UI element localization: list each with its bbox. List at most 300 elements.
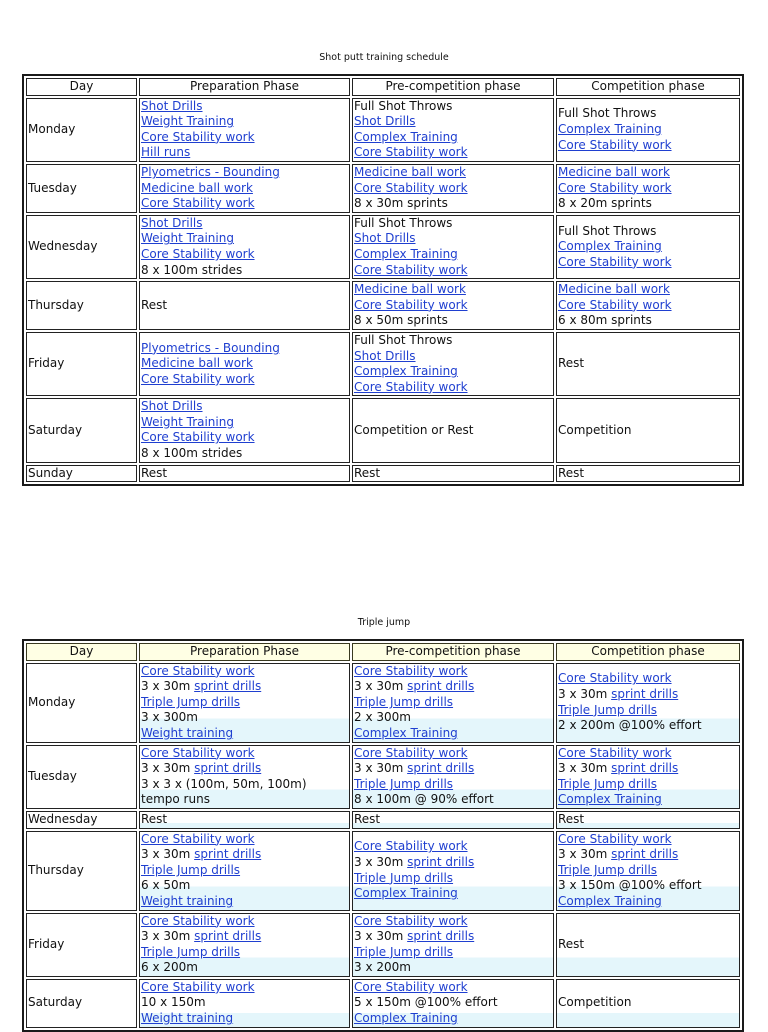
schedule-cell	[139, 979, 350, 1028]
sprint-drills-link[interactable]: sprint drills	[407, 854, 475, 869]
cell-text: 2 x 300m	[354, 710, 411, 725]
core-stability-work-link[interactable]: Core Stability work	[141, 663, 255, 678]
cell-line	[558, 863, 738, 879]
row-saturday	[26, 398, 740, 462]
day-cell: Wednesday	[26, 215, 137, 279]
cell-line	[354, 761, 552, 777]
day-cell: Friday	[26, 913, 137, 977]
cell-line	[558, 746, 738, 762]
row-tuesday	[26, 164, 740, 213]
cell-text: 3 x 30m	[558, 761, 612, 776]
cell-line	[141, 878, 348, 894]
cell-text: Rest	[558, 356, 585, 371]
cell-text: 3 x 30m	[558, 847, 612, 862]
cell-text: 3 x 30m	[141, 847, 195, 862]
cell-line	[354, 839, 552, 855]
schedule-cell	[139, 465, 350, 483]
schedule-cell	[139, 831, 350, 911]
cell-line	[141, 664, 348, 680]
cell-line	[141, 863, 348, 879]
cell-line	[354, 364, 552, 380]
cell-text: Rest	[141, 811, 168, 826]
core-stability-work-link[interactable]: Core Stability work	[558, 831, 672, 846]
header-day: Day	[26, 643, 137, 661]
schedule-cell	[556, 663, 740, 743]
cell-text: Full Shot Throws	[354, 98, 453, 113]
cell-text: 6 x 80m sprints	[558, 313, 652, 328]
day-cell: Sunday	[26, 465, 137, 483]
cell-line	[354, 349, 552, 365]
medicine-ball-work-link[interactable]: Medicine ball work	[354, 164, 466, 179]
cell-line	[141, 430, 348, 446]
complex-training-link[interactable]: Complex Training	[354, 364, 458, 379]
cell-text: Competition or Rest	[354, 422, 474, 437]
schedule-cell	[352, 811, 554, 829]
cell-line	[558, 878, 738, 894]
cell-line	[354, 792, 552, 808]
schedule-cell	[352, 215, 554, 279]
cell-line	[558, 937, 738, 953]
cell-text: Rest	[354, 465, 381, 480]
cell-line	[354, 423, 552, 439]
schedule-cell	[352, 979, 554, 1028]
schedule-cell	[139, 215, 350, 279]
cell-line	[354, 263, 552, 279]
core-stability-work-link[interactable]: Core Stability work	[558, 745, 672, 760]
cell-line	[558, 181, 738, 197]
cell-line	[354, 1011, 552, 1027]
header-pre-competition: Pre-competition phase	[352, 643, 554, 661]
cell-line	[558, 761, 738, 777]
cell-line	[141, 812, 348, 828]
cell-line	[141, 695, 348, 711]
cell-text: 3 x 30m	[141, 761, 195, 776]
day-cell: Thursday	[26, 281, 137, 330]
complex-training-link[interactable]: Complex Training	[354, 1011, 458, 1026]
cell-line	[354, 114, 552, 130]
core-stability-work-link[interactable]: Core Stability work	[558, 254, 672, 269]
cell-line	[558, 106, 738, 122]
cell-text: 3 x 3 x (100m, 50m, 100m)	[141, 776, 307, 791]
cell-line	[558, 894, 738, 910]
triple-jump-drills-link[interactable]: Triple Jump drills	[558, 776, 658, 791]
cell-line	[141, 341, 348, 357]
cell-line	[141, 1011, 348, 1027]
cell-line	[558, 138, 738, 154]
cell-line	[354, 380, 552, 396]
cell-line	[354, 231, 552, 247]
cell-text: 3 x 30m	[354, 679, 408, 694]
row-wednesday	[26, 215, 740, 279]
header-preparation: Preparation Phase	[139, 643, 350, 661]
weight-training-link[interactable]: Weight Training	[141, 231, 234, 246]
schedule-cell	[139, 811, 350, 829]
row-thursday	[26, 281, 740, 330]
header-row	[26, 78, 740, 96]
day-cell: Saturday	[26, 979, 137, 1028]
cell-line	[354, 871, 552, 887]
caption-triple-jump: Triple jump	[357, 617, 411, 628]
cell-line	[141, 792, 348, 808]
cell-line	[354, 695, 552, 711]
triple-jump-body	[26, 663, 740, 1028]
cell-line	[558, 812, 738, 828]
sprint-drills-link[interactable]: sprint drills	[407, 929, 475, 944]
shot-drills-link[interactable]: Shot Drills	[141, 399, 203, 414]
cell-text: 8 x 50m sprints	[354, 313, 448, 328]
cell-text: Rest	[354, 811, 381, 826]
shot-drills-link[interactable]: Shot Drills	[141, 215, 203, 230]
complex-training-link[interactable]: Complex Training	[354, 246, 458, 261]
schedule-cell	[352, 332, 554, 396]
cell-line	[354, 298, 552, 314]
schedule-cell	[556, 398, 740, 462]
cell-text: 3 x 30m	[141, 679, 195, 694]
cell-line	[141, 894, 348, 910]
row-thursday	[26, 831, 740, 911]
plyometrics-bounding-link[interactable]: Plyometrics - Bounding	[141, 164, 280, 179]
day-cell: Saturday	[26, 398, 137, 462]
medicine-ball-work-link[interactable]: Medicine ball work	[141, 180, 253, 195]
day-cell: Wednesday	[26, 811, 137, 829]
core-stability-work-link[interactable]: Core Stability work	[354, 745, 468, 760]
cell-line	[141, 995, 348, 1011]
cell-text: Competition	[558, 422, 632, 437]
schedule-cell	[352, 465, 554, 483]
cell-line	[141, 446, 348, 462]
cell-text: 3 x 30m	[354, 929, 408, 944]
core-stability-work-link[interactable]: Core Stability work	[354, 379, 468, 394]
cell-line	[141, 710, 348, 726]
core-stability-work-link[interactable]: Core Stability work	[141, 246, 255, 261]
complex-training-link[interactable]: Complex Training	[558, 239, 662, 254]
cell-text: 8 x 30m sprints	[354, 196, 448, 211]
triple-jump-drills-link[interactable]: Triple Jump drills	[141, 862, 241, 877]
cell-line	[141, 914, 348, 930]
cell-line	[141, 356, 348, 372]
cell-line	[558, 423, 738, 439]
core-stability-work-link[interactable]: Core Stability work	[354, 180, 468, 195]
cell-text: 10 x 150m	[141, 995, 206, 1010]
sprint-drills-link[interactable]: sprint drills	[611, 847, 679, 862]
cell-line	[354, 130, 552, 146]
schedule-cell	[139, 164, 350, 213]
schedule-cell	[139, 745, 350, 809]
cell-text: tempo runs	[141, 792, 210, 807]
cell-line	[354, 914, 552, 930]
cell-line	[354, 145, 552, 161]
schedule-cell	[556, 281, 740, 330]
sprint-drills-link[interactable]: sprint drills	[611, 761, 679, 776]
caption-shot-putt: Shot putt training schedule	[319, 52, 449, 63]
shot-drills-link[interactable]: Shot Drills	[354, 348, 416, 363]
cell-line	[141, 980, 348, 996]
core-stability-work-link[interactable]: Core Stability work	[141, 371, 255, 386]
cell-line	[354, 216, 552, 232]
complex-training-link[interactable]: Complex Training	[558, 121, 662, 136]
header-preparation: Preparation Phase	[139, 78, 350, 96]
medicine-ball-work-link[interactable]: Medicine ball work	[558, 164, 670, 179]
cell-line	[354, 995, 552, 1011]
weight-training-link[interactable]: Weight training	[141, 725, 234, 740]
schedule-cell	[352, 831, 554, 911]
schedule-cell	[556, 979, 740, 1028]
plyometrics-bounding-link[interactable]: Plyometrics - Bounding	[141, 340, 280, 355]
core-stability-work-link[interactable]: Core Stability work	[558, 671, 672, 686]
cell-line	[354, 664, 552, 680]
cell-line	[354, 679, 552, 695]
cell-line	[558, 239, 738, 255]
cell-line	[141, 99, 348, 115]
cell-text: Competition	[558, 995, 632, 1010]
complex-training-link[interactable]: Complex Training	[354, 725, 458, 740]
triple-jump-drills-link[interactable]: Triple Jump drills	[354, 776, 454, 791]
sprint-drills-link[interactable]: sprint drills	[407, 761, 475, 776]
core-stability-work-link[interactable]: Core Stability work	[558, 180, 672, 195]
cell-line	[141, 165, 348, 181]
cell-text: Rest	[141, 465, 168, 480]
schedule-cell	[556, 98, 740, 162]
cell-line	[141, 761, 348, 777]
shot-putt-body	[26, 98, 740, 483]
cell-line	[558, 777, 738, 793]
schedule-cell	[352, 913, 554, 977]
triple-jump-table	[22, 639, 744, 1032]
triple-jump-drills-link[interactable]: Triple Jump drills	[354, 870, 454, 885]
cell-line	[354, 165, 552, 181]
day-cell: Friday	[26, 332, 137, 396]
cell-line	[141, 216, 348, 232]
cell-text: 8 x 20m sprints	[558, 196, 652, 211]
schedule-cell	[139, 663, 350, 743]
schedule-cell	[139, 913, 350, 977]
row-monday	[26, 98, 740, 162]
cell-line	[141, 145, 348, 161]
cell-line	[354, 247, 552, 263]
cell-line	[354, 466, 552, 482]
cell-line	[141, 929, 348, 945]
cell-line	[141, 679, 348, 695]
core-stability-work-link[interactable]: Core Stability work	[141, 831, 255, 846]
cell-line	[141, 415, 348, 431]
cell-line	[558, 356, 738, 372]
weight-training-link[interactable]: Weight Training	[141, 114, 234, 129]
schedule-cell	[352, 663, 554, 743]
cell-line	[141, 777, 348, 793]
core-stability-work-link[interactable]: Core Stability work	[354, 839, 468, 854]
cell-line	[141, 130, 348, 146]
schedule-cell	[139, 98, 350, 162]
complex-training-link[interactable]: Complex Training	[354, 129, 458, 144]
row-friday	[26, 913, 740, 977]
weight-training-link[interactable]: Weight Training	[141, 414, 234, 429]
cell-line	[141, 247, 348, 263]
triple-jump-drills-link[interactable]: Triple Jump drills	[558, 862, 658, 877]
cell-line	[558, 282, 738, 298]
triple-jump-drills-link[interactable]: Triple Jump drills	[141, 944, 241, 959]
schedule-cell	[556, 831, 740, 911]
cell-line	[558, 466, 738, 482]
cell-text: 3 x 150m @100% effort	[558, 878, 702, 893]
cell-text: Rest	[558, 465, 585, 480]
core-stability-work-link[interactable]: Core Stability work	[141, 979, 255, 994]
cell-line	[558, 298, 738, 314]
core-stability-work-link[interactable]: Core Stability work	[354, 913, 468, 928]
triple-jump-drills-link[interactable]: Triple Jump drills	[141, 694, 241, 709]
cell-line	[141, 726, 348, 742]
cell-line	[354, 333, 552, 349]
sprint-drills-link[interactable]: sprint drills	[194, 761, 262, 776]
cell-line	[354, 980, 552, 996]
schedule-cell	[556, 215, 740, 279]
cell-line	[141, 372, 348, 388]
schedule-cell	[556, 164, 740, 213]
triple-jump-drills-link[interactable]: Triple Jump drills	[558, 702, 658, 717]
hill-runs-link[interactable]: Hill runs	[141, 145, 191, 160]
cell-text: 6 x 200m	[141, 960, 198, 975]
cell-line	[141, 960, 348, 976]
cell-line	[354, 282, 552, 298]
cell-line	[558, 671, 738, 687]
cell-line	[141, 231, 348, 247]
cell-line	[558, 255, 738, 271]
cell-line	[354, 855, 552, 871]
cell-line	[354, 313, 552, 329]
cell-line	[558, 703, 738, 719]
cell-text: 8 x 100m strides	[141, 446, 243, 461]
core-stability-work-link[interactable]: Core Stability work	[354, 297, 468, 312]
cell-line	[558, 718, 738, 734]
core-stability-work-link[interactable]: Core Stability work	[354, 262, 468, 277]
cell-line	[141, 181, 348, 197]
cell-line	[558, 313, 738, 329]
cell-line	[354, 960, 552, 976]
sprint-drills-link[interactable]: sprint drills	[407, 679, 475, 694]
shot-drills-link[interactable]: Shot Drills	[354, 114, 416, 129]
cell-text: Full Shot Throws	[558, 106, 657, 121]
core-stability-work-link[interactable]: Core Stability work	[354, 145, 468, 160]
shot-putt-table	[22, 74, 744, 486]
header-row	[26, 643, 740, 661]
cell-text: Rest	[141, 297, 168, 312]
core-stability-work-link[interactable]: Core Stability work	[354, 979, 468, 994]
cell-line	[558, 196, 738, 212]
cell-text: Full Shot Throws	[354, 332, 453, 347]
core-stability-work-link[interactable]: Core Stability work	[558, 297, 672, 312]
cell-line	[558, 687, 738, 703]
day-cell: Thursday	[26, 831, 137, 911]
triple-jump-drills-link[interactable]: Triple Jump drills	[354, 694, 454, 709]
cell-line	[558, 165, 738, 181]
cell-line	[141, 832, 348, 848]
cell-line	[354, 726, 552, 742]
cell-line	[558, 224, 738, 240]
shot-drills-link[interactable]: Shot Drills	[354, 231, 416, 246]
cell-line	[354, 777, 552, 793]
core-stability-work-link[interactable]: Core Stability work	[141, 196, 255, 211]
sprint-drills-link[interactable]: sprint drills	[194, 847, 262, 862]
cell-line	[141, 945, 348, 961]
core-stability-work-link[interactable]: Core Stability work	[354, 663, 468, 678]
schedule-cell	[352, 398, 554, 462]
row-tuesday	[26, 745, 740, 809]
medicine-ball-work-link[interactable]: Medicine ball work	[141, 356, 253, 371]
cell-text: Full Shot Throws	[354, 215, 453, 230]
medicine-ball-work-link[interactable]: Medicine ball work	[354, 282, 466, 297]
cell-text: 2 x 200m @100% effort	[558, 718, 702, 733]
schedule-cell	[556, 332, 740, 396]
schedule-cell	[139, 281, 350, 330]
core-stability-work-link[interactable]: Core Stability work	[141, 745, 255, 760]
weight-training-link[interactable]: Weight training	[141, 1011, 234, 1026]
sprint-drills-link[interactable]: sprint drills	[194, 679, 262, 694]
cell-line	[141, 114, 348, 130]
schedule-cell	[139, 332, 350, 396]
weight-training-link[interactable]: Weight training	[141, 893, 234, 908]
row-saturday	[26, 979, 740, 1028]
cell-line	[354, 929, 552, 945]
cell-line	[141, 298, 348, 314]
cell-text: 3 x 200m	[354, 960, 411, 975]
cell-text: 6 x 50m	[141, 878, 191, 893]
cell-line	[141, 263, 348, 279]
core-stability-work-link[interactable]: Core Stability work	[141, 430, 255, 445]
complex-training-link[interactable]: Complex Training	[354, 886, 458, 901]
cell-line	[558, 847, 738, 863]
row-monday	[26, 663, 740, 743]
day-cell: Tuesday	[26, 745, 137, 809]
cell-line	[141, 746, 348, 762]
cell-line	[141, 399, 348, 415]
cell-text: Rest	[558, 811, 585, 826]
cell-line	[558, 995, 738, 1011]
header-day: Day	[26, 78, 137, 96]
medicine-ball-work-link[interactable]: Medicine ball work	[558, 282, 670, 297]
cell-line	[141, 847, 348, 863]
complex-training-link[interactable]: Complex Training	[558, 893, 662, 908]
sprint-drills-link[interactable]: sprint drills	[611, 686, 679, 701]
schedule-cell	[556, 913, 740, 977]
cell-line	[354, 746, 552, 762]
cell-line	[354, 181, 552, 197]
schedule-cell	[352, 98, 554, 162]
cell-line	[558, 792, 738, 808]
shot-drills-link[interactable]: Shot Drills	[141, 98, 203, 113]
cell-line	[141, 466, 348, 482]
cell-text: 5 x 150m @100% effort	[354, 995, 498, 1010]
day-cell: Monday	[26, 98, 137, 162]
triple-jump-drills-link[interactable]: Triple Jump drills	[354, 944, 454, 959]
cell-text: 8 x 100m strides	[141, 262, 243, 277]
sprint-drills-link[interactable]: sprint drills	[194, 929, 262, 944]
core-stability-work-link[interactable]: Core Stability work	[141, 129, 255, 144]
cell-text: 3 x 30m	[354, 761, 408, 776]
cell-line	[354, 196, 552, 212]
header-competition: Competition phase	[556, 78, 740, 96]
header-competition: Competition phase	[556, 643, 740, 661]
row-wednesday	[26, 811, 740, 829]
schedule-cell	[352, 281, 554, 330]
core-stability-work-link[interactable]: Core Stability work	[558, 137, 672, 152]
cell-line	[558, 122, 738, 138]
cell-line	[354, 886, 552, 902]
schedule-cell	[352, 745, 554, 809]
cell-text: 8 x 100m @ 90% effort	[354, 792, 494, 807]
complex-training-link[interactable]: Complex Training	[558, 792, 662, 807]
cell-text: 3 x 30m	[354, 854, 408, 869]
core-stability-work-link[interactable]: Core Stability work	[141, 913, 255, 928]
cell-text: 3 x 30m	[558, 686, 612, 701]
